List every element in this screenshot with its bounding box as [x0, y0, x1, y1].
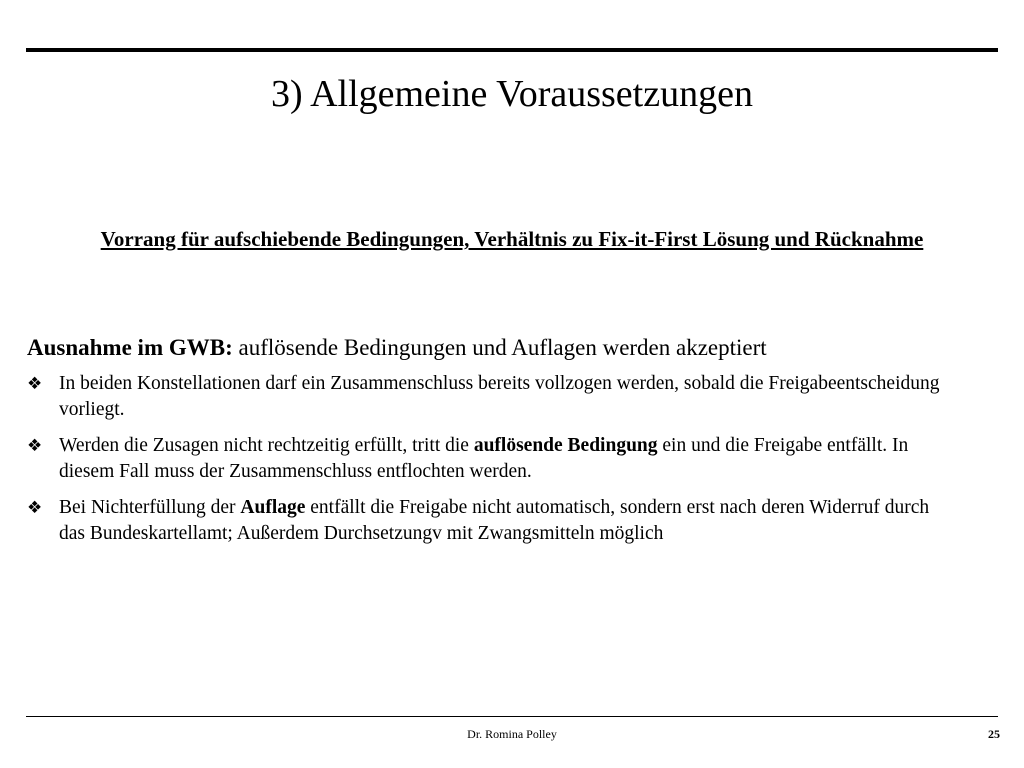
bullet-item — [27, 433, 957, 485]
top-divider — [26, 48, 998, 52]
bullet-item — [27, 495, 957, 547]
section-subheading: Vorrang für aufschiebende Bedingungen, Verhältnis zu Fix-it-First Lösung und Rücknahme — [100, 227, 924, 251]
diamond-bullet-icon: ❖ — [27, 498, 43, 518]
lead-statement — [27, 333, 987, 363]
bullet-text-pre: Bei Nichterfüllung der — [59, 497, 241, 518]
lead-bold-label: Ausnahme im GWB: — [27, 335, 233, 360]
bullet-text-pre: Werden die Zusagen nicht rechtzeitig erfüllt, tritt die — [59, 435, 474, 456]
page-number: 25 — [988, 727, 1000, 741]
diamond-bullet-icon: ❖ — [27, 374, 43, 394]
bullet-text-post: entfällt die Freigabe nicht automatisch, sondern erst nach deren Widerruf durch das Bundeskartellamt; Außerdem Durchsetzungv mit Zwangsmitteln möglich — [59, 497, 930, 544]
footer-author: Dr. Romina Polley — [467, 727, 557, 741]
footer-divider — [26, 716, 998, 717]
lead-text: auflösende Bedingungen und Auflagen werden akzeptiert — [232, 335, 767, 360]
diamond-bullet-icon: ❖ — [27, 436, 43, 456]
bullet-item — [27, 371, 957, 423]
bullet-list — [27, 371, 957, 557]
bullet-text: In beiden Konstellationen darf ein Zusammenschluss bereits vollzogen werden, sobald die Freigabeentscheidung vorliegt. — [59, 373, 940, 420]
bullet-text-bold: Auflage — [240, 497, 306, 518]
bullet-text-post: ein und die Freigabe entfällt. In diesem Fall muss der Zusammenschluss entflochten werden. — [59, 435, 909, 482]
slide-title: 3) Allgemeine Voraussetzungen — [271, 73, 753, 115]
bullet-text-bold: auflösende Bedingung — [473, 435, 658, 456]
